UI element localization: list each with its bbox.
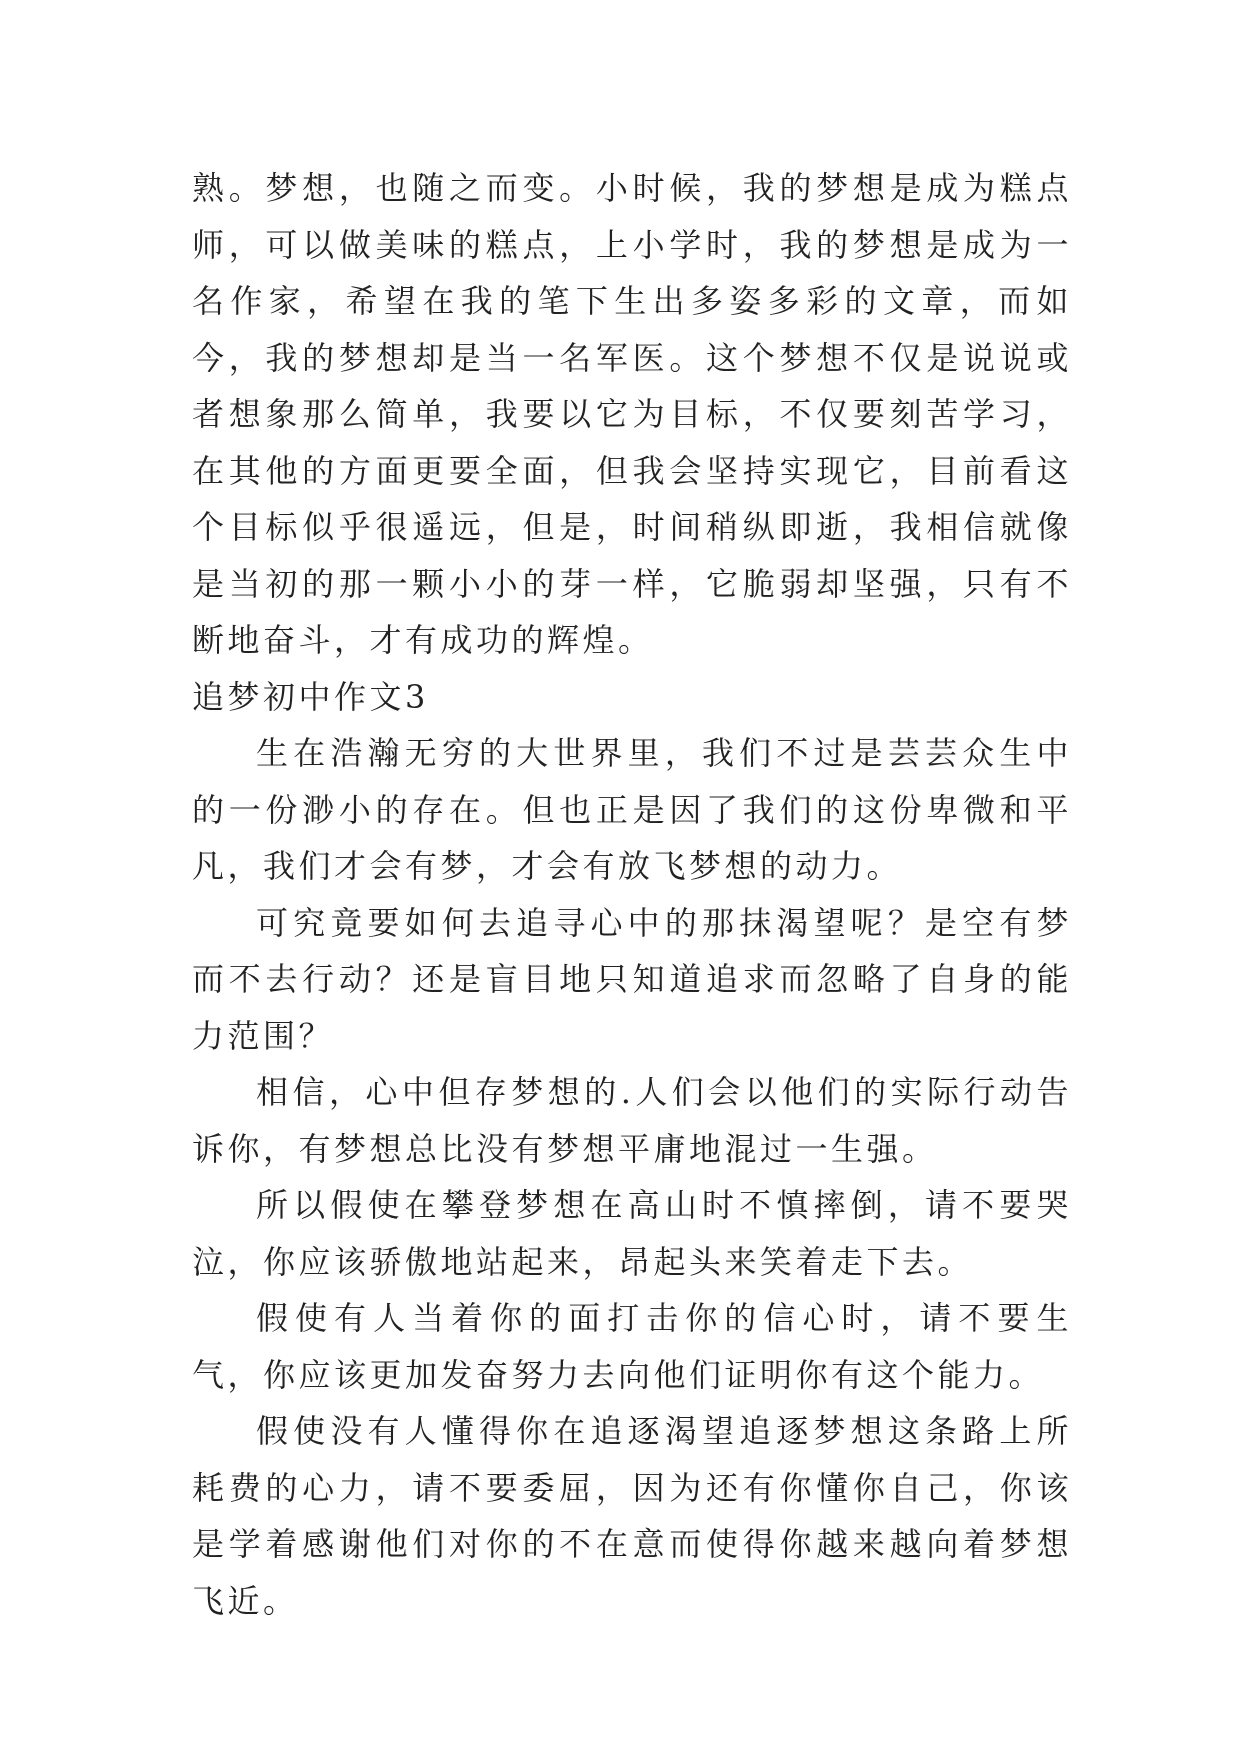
section-heading: 追梦初中作文3 <box>192 677 429 716</box>
paragraph: 假使有人当着你的面打击你的信心时，请不要生气，你应该更加发奋努力去向他们证明你有这个能力。 <box>192 1299 1072 1394</box>
paragraph: 相信，心中但存梦想的.人们会以他们的实际行动告诉你，有梦想总比没有梦想平庸地混过一生强。 <box>192 1073 1072 1168</box>
paragraph: 所以假使在攀登梦想在高山时不慎摔倒，请不要哭泣，你应该骄傲地站起来，昂起头来笑着走下去。 <box>192 1186 1072 1281</box>
paragraph-continued: 熟。梦想，也随之而变。小时候，我的梦想是成为糕点师，可以做美味的糕点，上小学时，我的梦想是成为一名作家，希望在我的笔下生出多姿多彩的文章，而如今，我的梦想却是当一名军医。这个梦想不仅是说说或者想象那么简单，我要以它为目标，不仅要刻苦学习，在其他的方面更要全面，但我会坚持实现它，目前看这个目标似乎很遥远，但是，时间稍纵即逝，我相信就像是当初的那一颗小小的芽一样，它脆弱却坚强，只有不断地奋斗，才有成功的辉煌。 <box>192 169 1072 659</box>
paragraph: 生在浩瀚无穷的大世界里，我们不过是芸芸众生中的一份渺小的存在。但也正是因了我们的这份卑微和平凡，我们才会有梦，才会有放飞梦想的动力。 <box>192 734 1072 885</box>
paragraph: 假使没有人懂得你在追逐渴望追逐梦想这条路上所耗费的心力，请不要委屈，因为还有你懂你自己，你该是学着感谢他们对你的不在意而使得你越来越向着梦想飞近。 <box>192 1412 1072 1620</box>
paragraph: 可究竟要如何去追寻心中的那抹渴望呢？是空有梦而不去行动？还是盲目地只知道追求而忽略了自身的能力范围？ <box>192 903 1072 1055</box>
document-body <box>192 160 1072 1629</box>
